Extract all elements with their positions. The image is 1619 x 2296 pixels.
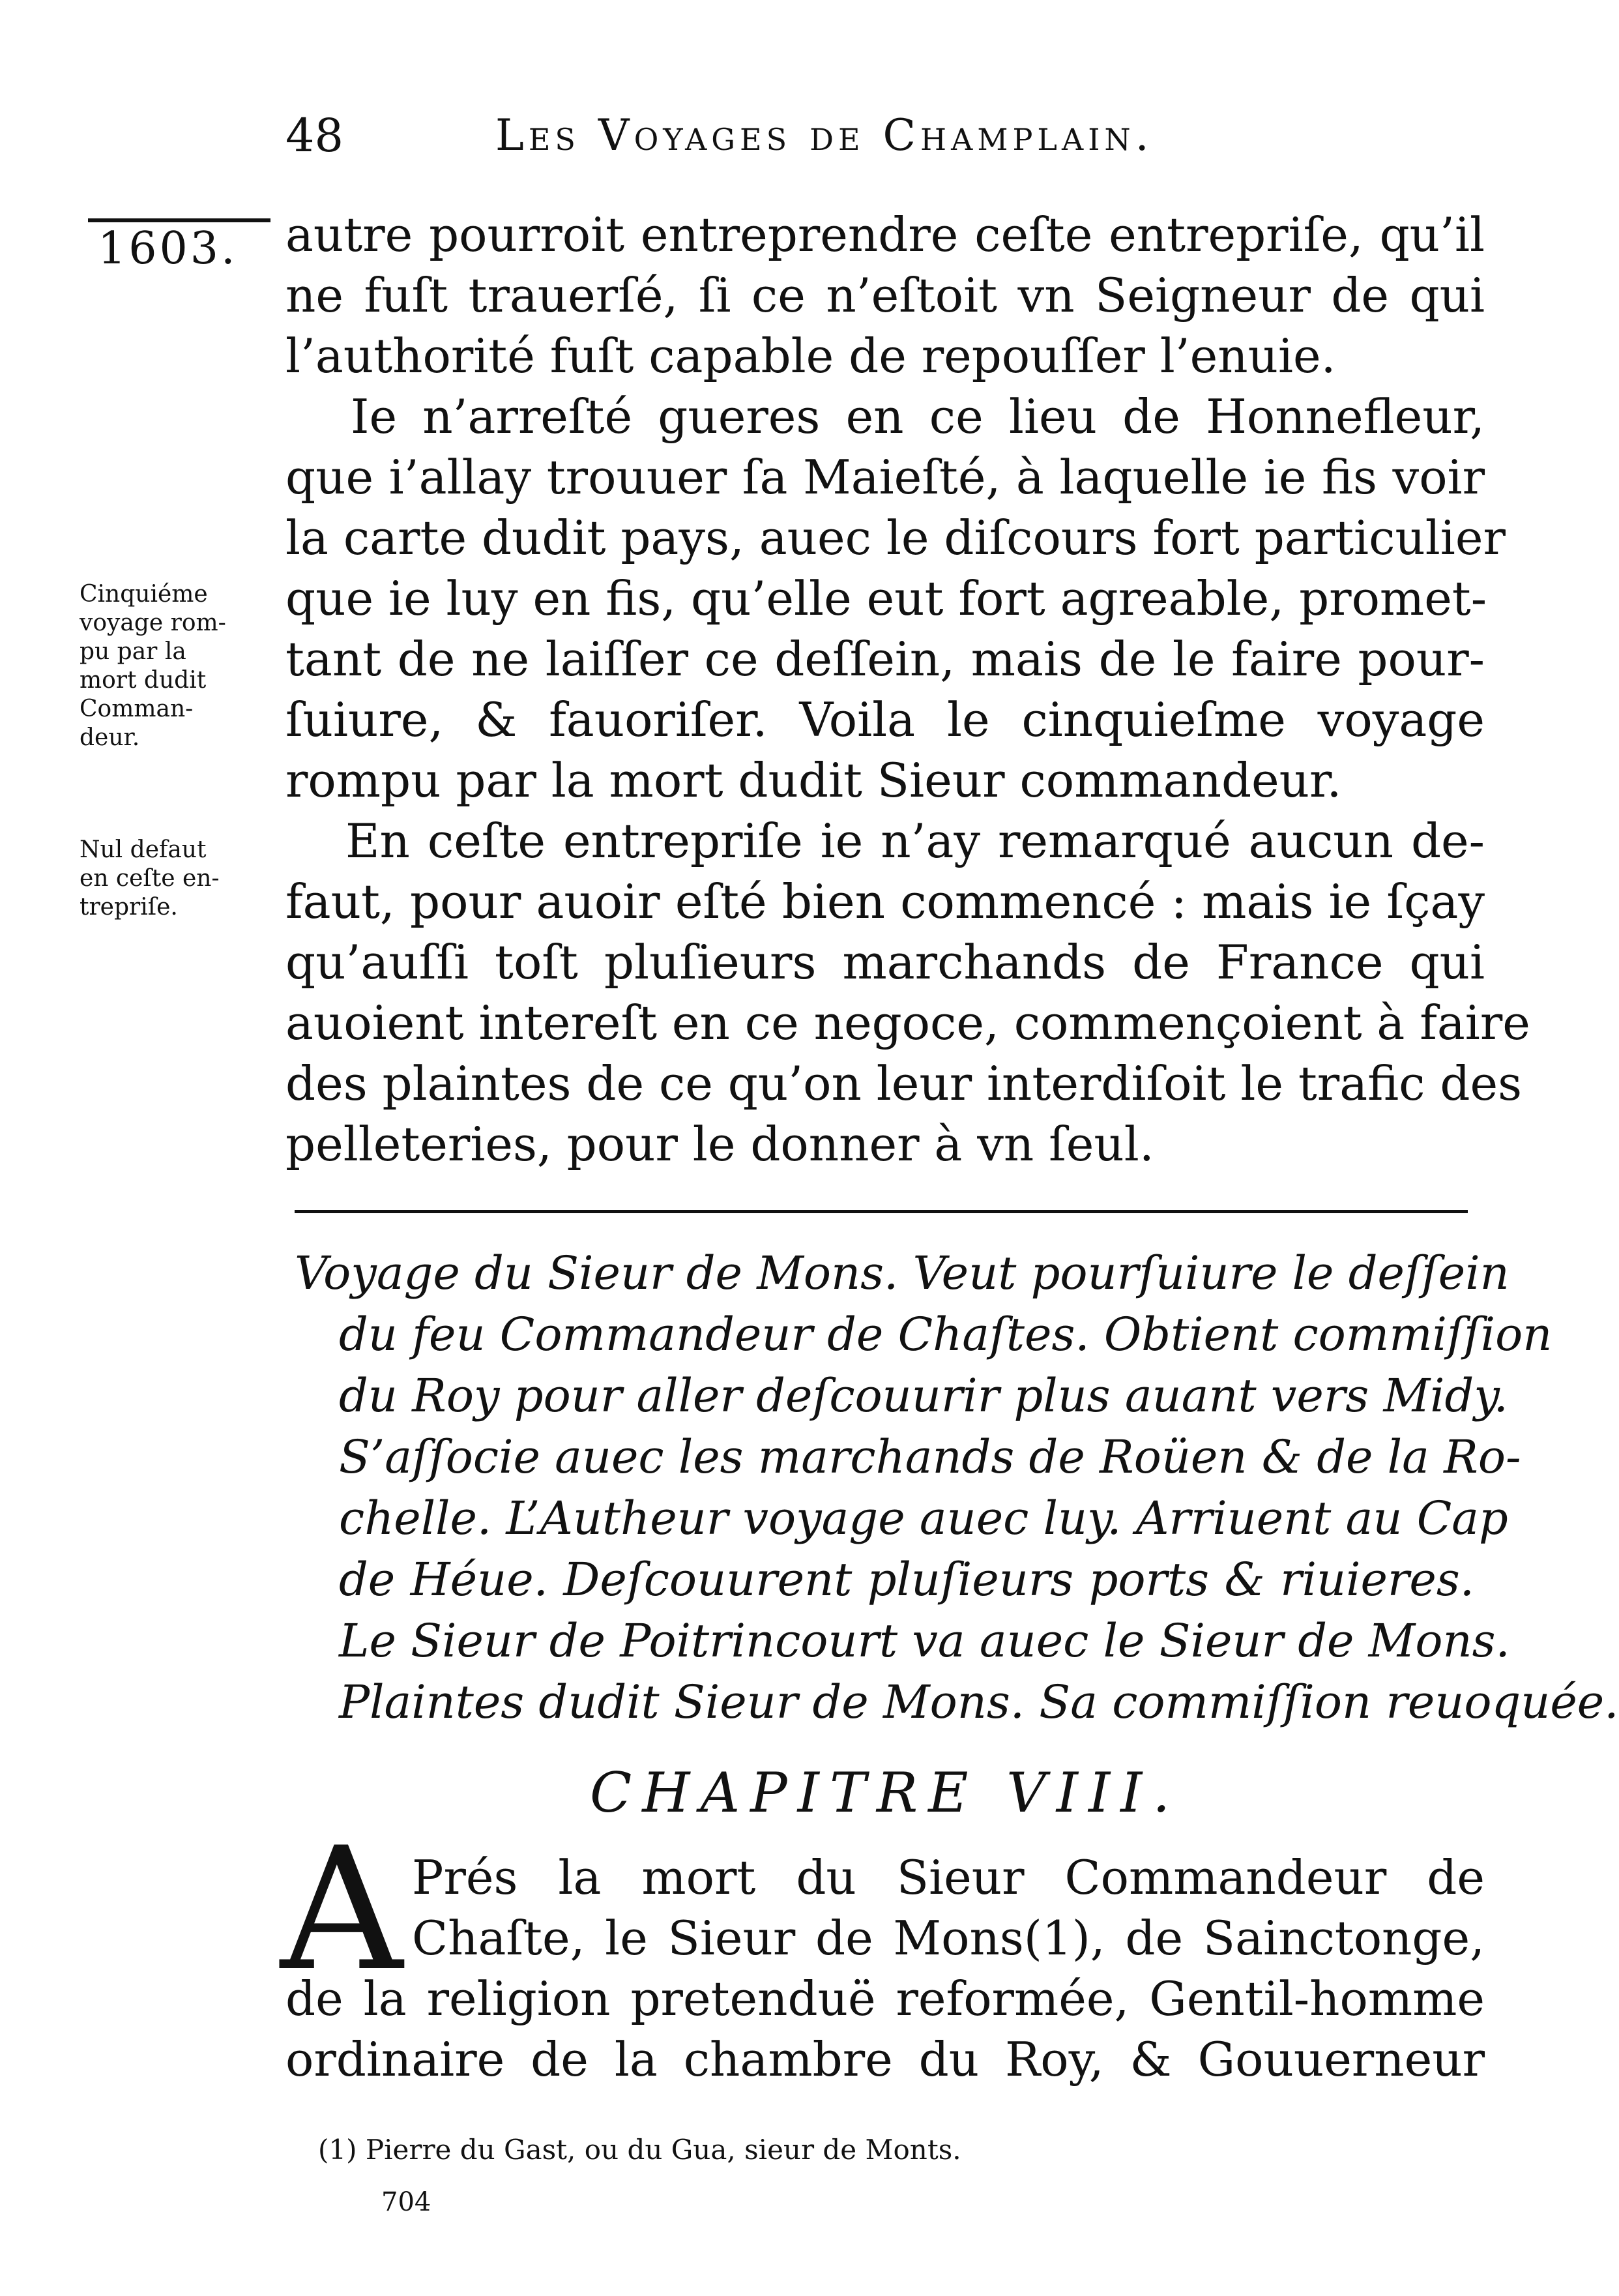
text-line: rompu par la mort dudit Sieur commandeur.	[285, 753, 1342, 808]
section-separator	[295, 1210, 1468, 1213]
drop-cap: A	[280, 1812, 403, 2009]
text-line: auoient intereſt en ce negoce, commençoient à faire	[285, 995, 1530, 1050]
margin-note-cinquieme-voyage	[80, 580, 275, 752]
text-line: que i’allay trouuer ſa Maieſté, à laquelle ie fis voir	[285, 450, 1485, 505]
summary-line: du Roy pour aller deſcouurir plus auant vers Midy.	[339, 1369, 1508, 1422]
summary-line: chelle. L’Autheur voyage auec luy. Arriuent au Cap	[339, 1492, 1508, 1545]
text-line: faut, pour auoir eſté bien commencé : mais ie ſçay	[285, 874, 1485, 929]
text-line: ne fuſt trauerſé, ſi ce n’eſtoit vn Seigneur de qui	[285, 268, 1485, 323]
text-line: ſuiure, & fauoriſer. Voila le cinquieſme voyage	[285, 692, 1485, 747]
running-title: Les Voyages de Champlain.	[495, 110, 1154, 160]
text-line: qu’auſſi toſt pluſieurs marchands de France qui	[285, 935, 1485, 990]
printer-signature: 704	[381, 2187, 431, 2217]
margin-note-line: en ceſte en-	[80, 865, 220, 892]
text-line: la carte dudit pays, auec le diſcours fort particulier	[285, 510, 1506, 565]
margin-note-line: Nul defaut	[80, 836, 207, 863]
text-line: Chaſte, le Sieur de Mons(1), de Sainctonge,	[412, 1911, 1485, 1965]
margin-note-line: pu par la	[80, 638, 186, 665]
summary-line: Voyage du Sieur de Mons. Veut pourſuiure le deſſein	[295, 1246, 1510, 1300]
chapter-heading: CHAPITRE VIII.	[589, 1761, 1181, 1825]
margin-note-line: voyage rom-	[80, 610, 226, 636]
margin-year: 1603.	[98, 223, 238, 274]
margin-note-line: deur.	[80, 724, 140, 751]
footnote: (1) Pierre du Gast, ou du Gua, sieur de Monts.	[318, 2134, 961, 2166]
text-line: des plaintes de ce qu’on leur interdiſoit le trafic des	[285, 1056, 1523, 1111]
summary-line: de Héue. Deſcouurent pluſieurs ports & riuieres.	[339, 1553, 1474, 1606]
page-number: 48	[285, 109, 344, 162]
text-line: tant de ne laiſſer ce deſſein, mais de le faire pour-	[285, 632, 1485, 686]
text-line: En ceſte entrepriſe ie n’ay remarqué aucun de-	[345, 814, 1485, 868]
margin-note-line: trepriſe.	[80, 894, 178, 920]
margin-note-nul-defaut	[80, 836, 275, 922]
summary-line: S’aſſocie auec les marchands de Roüen & de la Ro-	[339, 1430, 1521, 1484]
text-line: Ie n’arreſté gueres en ce lieu de Honnefleur,	[351, 389, 1485, 444]
summary-line: du feu Commandeur de Chaſtes. Obtient commiſſion	[339, 1308, 1553, 1361]
text-line: que ie luy en fis, qu’elle eut fort agreable, promet-	[285, 571, 1487, 626]
text-line: Prés la mort du Sieur Commandeur de	[412, 1850, 1485, 1905]
text-line: de la religion pretenduë reformée, Gentil-homme	[285, 1971, 1485, 2026]
text-line: l’authorité fuſt capable de repouſſer l’enuie.	[285, 329, 1336, 383]
year-rule	[88, 218, 270, 222]
text-line: ordinaire de la chambre du Roy, & Gouuerneur	[285, 2032, 1485, 2087]
summary-line: Le Sieur de Poitrincourt va auec le Sieur de Mons.	[339, 1614, 1510, 1668]
margin-note-line: Comman-	[80, 696, 194, 722]
margin-note-line: Cinquiéme	[80, 581, 208, 608]
text-line: pelleteries, pour le donner à vn ſeul.	[285, 1117, 1154, 1171]
summary-line: Plaintes dudit Sieur de Mons. Sa commiſſion reuoquée.	[339, 1675, 1619, 1729]
text-line: autre pourroit entreprendre ceſte entrepriſe, qu’il	[285, 207, 1485, 262]
margin-note-line: mort dudit	[80, 667, 207, 694]
